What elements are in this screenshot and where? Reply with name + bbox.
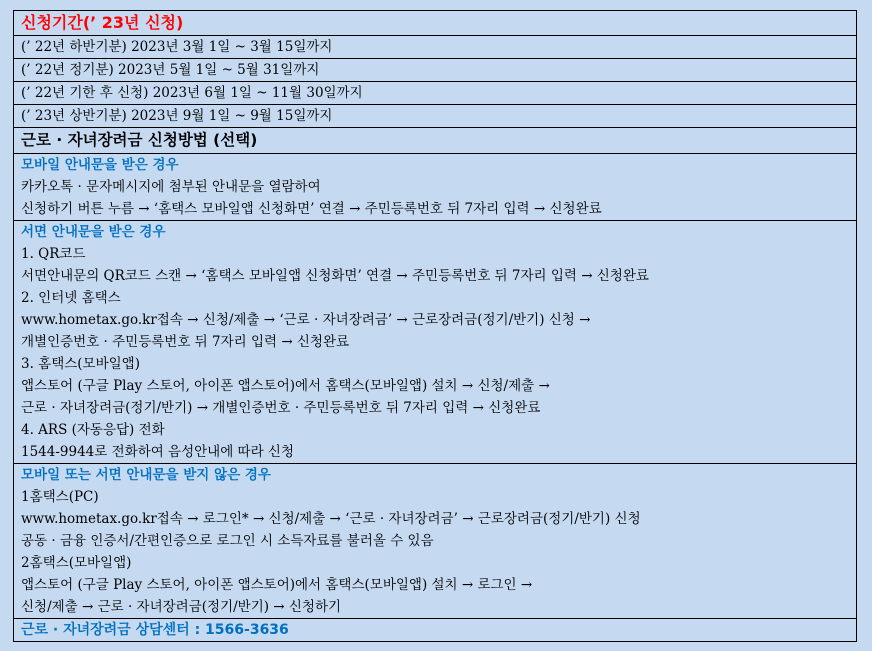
paper-line: 2. 인터넷 홈택스 (21, 290, 121, 306)
mobile-line: 카카오톡 · 문자메시지에 첨부된 안내문을 열람하여 (21, 179, 321, 195)
none-line: 공동 · 금융 인증서/간편인증으로 로그인 시 소득자료를 불러올 수 있음 (21, 533, 434, 549)
consult-center: 근로 · 자녀장려금 상담센터 : 1566-3636 (21, 622, 289, 638)
paper-line: 앱스토어 (구글 Play 스토어, 아이폰 앱스토어)에서 홈택스(모바일앱) 설치 → 신청/제출 → (21, 378, 550, 394)
none-line: 1홈택스(PC) (21, 489, 99, 505)
method-section (14, 128, 856, 154)
none-line: 2홈택스(모바일앱) (21, 555, 132, 571)
paper-line: 4. ARS (자동응답) 전화 (21, 422, 165, 438)
mobile-heading: 모바일 안내문을 받은 경우 (21, 157, 179, 173)
paper-line: 1544-9944로 전화하여 음성안내에 따라 신청 (21, 444, 295, 460)
paper-line: 근로 · 자녀장려금(정기/반기) → 개별인증번호 · 주민등록번호 뒤 7자리 입력 → 신청완료 (21, 400, 541, 416)
mobile-section (14, 154, 856, 221)
none-line: 앱스토어 (구글 Play 스토어, 아이폰 앱스토어)에서 홈택스(모바일앱) 설치 → 로그인 → (21, 577, 533, 593)
paper-line: www.hometax.go.kr접속 → 신청/제출 → ‘근로 · 자녀장려금’ → 근로장려금(정기/반기) 신청 → (21, 312, 591, 328)
period-title: 신청기간(’ 23년 신청) (14, 11, 856, 36)
none-line: 신청/제출 → 근로 · 자녀장려금(정기/반기) → 신청하기 (21, 599, 342, 615)
none-heading: 모바일 또는 서면 안내문을 받지 않은 경우 (21, 467, 271, 483)
period-line: (’ 22년 하반기분) 2023년 3월 1일 ~ 3월 15일까지 (14, 36, 856, 59)
period-section (14, 11, 856, 128)
paper-line: 개별인증번호 · 주민등록번호 뒤 7자리 입력 → 신청완료 (21, 334, 350, 350)
period-line: (’ 23년 상반기분) 2023년 9월 1일 ~ 9월 15일까지 (21, 108, 333, 124)
period-line: (’ 22년 정기분) 2023년 5월 1일 ~ 5월 31일까지 (14, 59, 856, 82)
none-section (14, 464, 856, 619)
paper-line: 3. 홈택스(모바일앱) (21, 356, 140, 372)
mobile-line: 신청하기 버튼 누름 → ‘홈택스 모바일앱 신청화면’ 연결 → 주민등록번호 뒤 7자리 입력 → 신청완료 (21, 201, 602, 217)
paper-section (14, 221, 856, 464)
paper-heading: 서면 안내문을 받은 경우 (21, 224, 166, 240)
paper-line: 1. QR코드 (21, 246, 86, 262)
none-line: www.hometax.go.kr접속 → 로그인* → 신청/제출 → ‘근로 · 자녀장려금’ → 근로장려금(정기/반기) 신청 (21, 511, 641, 527)
paper-line: 서면안내문의 QR코드 스캔 → ‘홈택스 모바일앱 신청화면’ 연결 → 주민등록번호 뒤 7자리 입력 → 신청완료 (21, 268, 649, 284)
center-section (14, 619, 856, 641)
method-title: 근로 · 자녀장려금 신청방법 (선택) (21, 131, 258, 149)
document-table (13, 10, 857, 642)
period-line: (’ 22년 기한 후 신청) 2023년 6월 1일 ~ 11월 30일까지 (14, 82, 856, 105)
